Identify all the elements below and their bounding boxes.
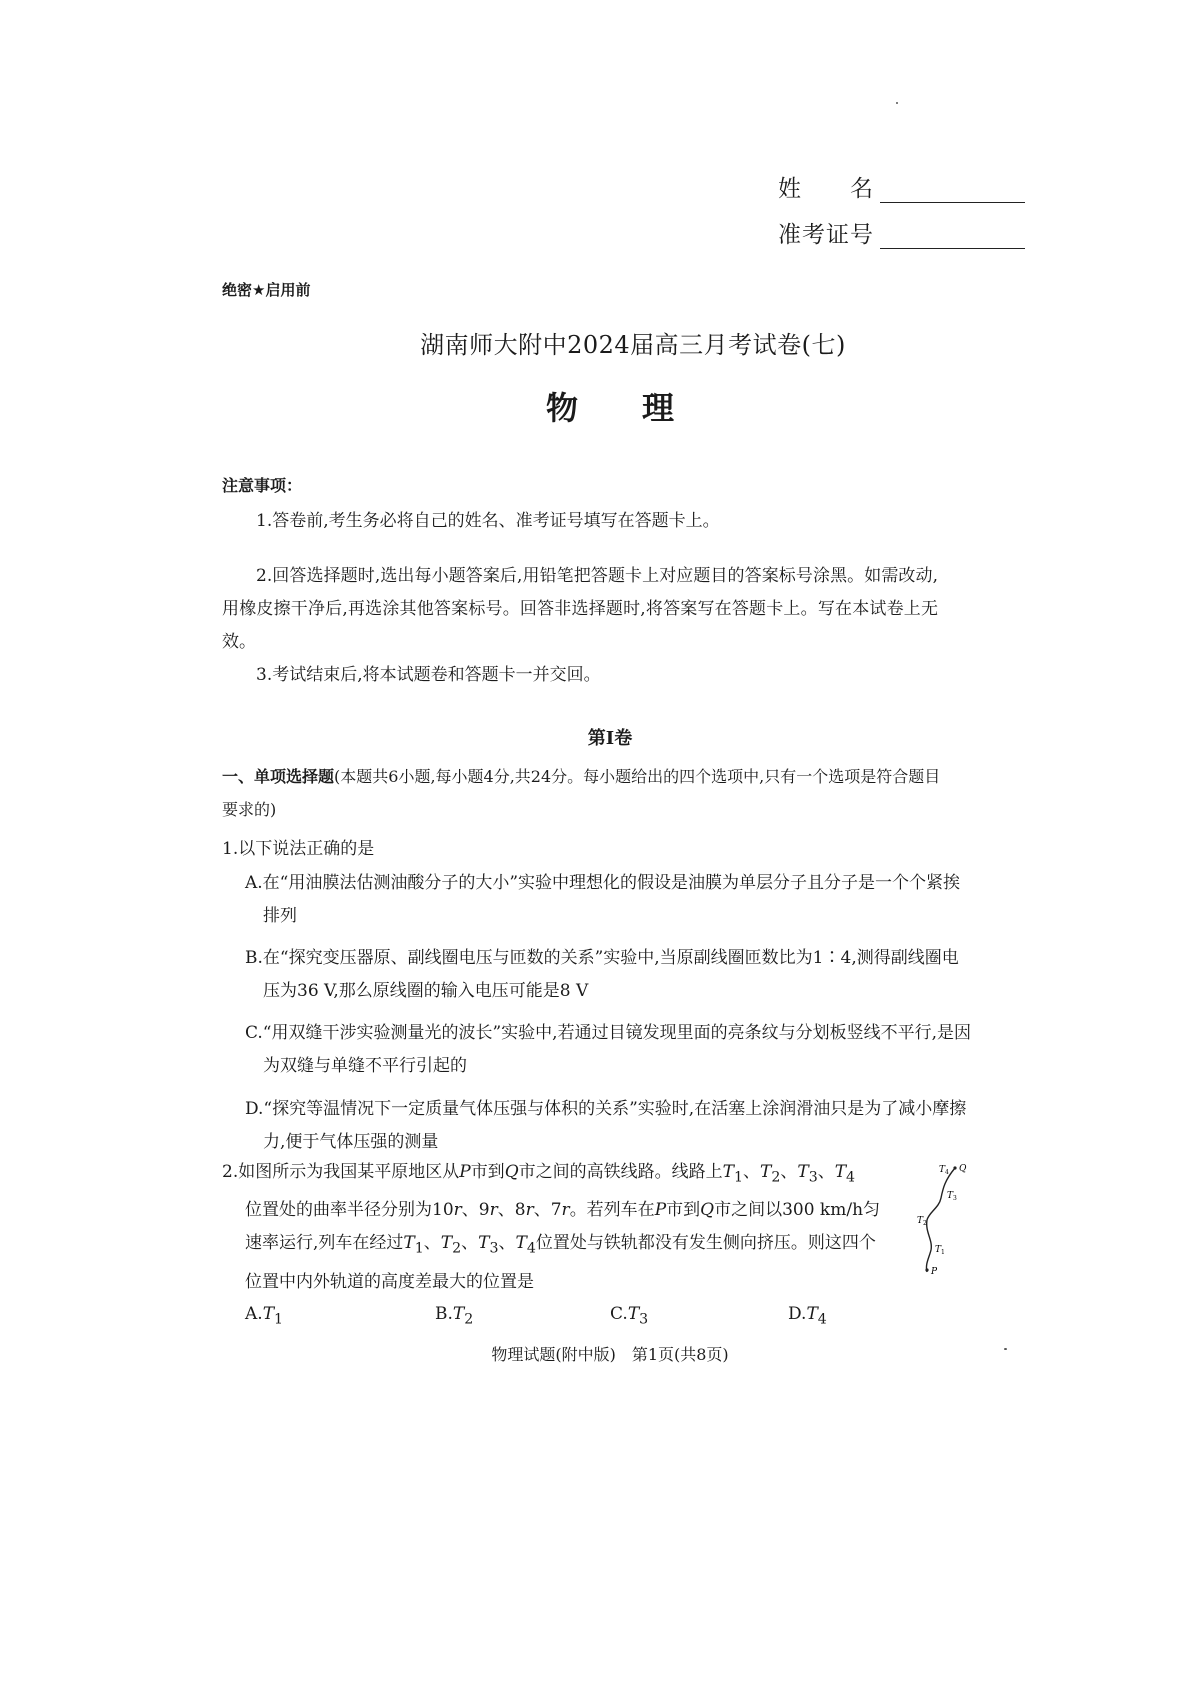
question-2-stem — [222, 1156, 902, 1299]
question-2-option-b: $B.T_2$ — [435, 1304, 474, 1328]
name-label: 姓 名 — [778, 176, 874, 202]
label-t1: T — [935, 1245, 942, 1255]
railway-curve — [926, 1168, 955, 1272]
mc-heading-label: 一、单项选择题 — [222, 767, 335, 786]
notice-item-3: 3.考试结束后,将本试题卷和答题卡一并交回。 — [256, 665, 601, 685]
railway-route-figure — [915, 1160, 975, 1280]
question-2-option-c: $C.T_3$ — [610, 1304, 649, 1328]
exam-id-field — [778, 216, 1025, 249]
scan-speck — [896, 102, 898, 104]
label-t3: T — [947, 1191, 954, 1201]
question-1-stem: 1.以下说法正确的是 — [222, 839, 375, 859]
question-1-option-d: D.“探究等温情况下一定质量气体压强与体积的关系”实验时,在活塞上涂润滑油只是为了减小摩擦力,便于气体压强的测量 — [245, 1099, 967, 1152]
secret-mark: 绝密★启用前 — [222, 281, 311, 299]
label-p: P — [931, 1267, 938, 1277]
name-blank — [880, 178, 1025, 203]
exam-id-blank — [880, 224, 1025, 249]
mc-heading — [222, 760, 942, 826]
question-1-option-c: C.“用双缝干涉实验测量光的波长”实验中,若通过目镜发现里面的亮条纹与分划板竖线不平行,是因为双缝与单缝不平行引起的 — [245, 1023, 971, 1076]
question-2-line-2: 位置处的曲率半径分别为10r、9r、8r、7r。若列车在P市到Q市之间以300 km/h匀 — [245, 1200, 881, 1221]
label-t2-sub: 2 — [923, 1220, 927, 1227]
label-t3-sub: 3 — [953, 1195, 957, 1202]
question-2-line-1: 2.如图所示为我国某平原地区从P市到Q市之间的高铁线路。线路上$T_1$、$T_2$、$T_3$、$T_4$ — [222, 1162, 856, 1186]
label-t1-sub: 1 — [941, 1249, 945, 1256]
question-2-option-d: $D.T_4$ — [788, 1304, 827, 1328]
question-1-option-b: B.在“探究变压器原、副线圈电压与匝数的关系”实验中,当原副线圈匝数比为1∶4,测得副线圈电压为36 V,那么原线圈的输入电压可能是8 V — [245, 948, 959, 1001]
question-1-option-a: A.在“用油膜法估测油酸分子的大小”实验中理想化的假设是油膜为单层分子且分子是一个个紧挨排列 — [245, 873, 961, 926]
mc-instructions: (本题共6小题,每小题4分,共24分。每小题给出的四个选项中,只有一个选项是符合题目要求的) — [222, 767, 941, 819]
label-t4: T — [939, 1165, 946, 1175]
label-t2: T — [917, 1216, 924, 1226]
label-q: Q — [959, 1164, 967, 1174]
exam-id-label: 准考证号 — [778, 222, 874, 248]
question-2-option-a: $A.T_1$ — [245, 1304, 284, 1328]
question-2-line-3: 速率运行,列车在经过$T_1$、$T_2$、$T_3$、$T_4$位置处与铁轨都没有发生侧向挤压。则这四个 — [245, 1233, 876, 1257]
page-footer: 物理试题(附中版) 第1页(共8页) — [491, 1345, 729, 1364]
label-t4-sub: 4 — [945, 1169, 949, 1176]
notice-item-2: 2.回答选择题时,选出每小题答案后,用铅笔把答题卡上对应题目的答案标号涂黑。如需改动,用橡皮擦干净后,再选涂其他答案标号。回答非选择题时,将答案写在答题卡上。写在本试卷上无效。 — [222, 566, 938, 652]
scan-speck — [1004, 1348, 1007, 1350]
notice-item-1: 1.答卷前,考生务必将自己的姓名、准考证号填写在答题卡上。 — [256, 511, 720, 531]
section-title: 第Ⅰ卷 — [587, 728, 633, 749]
point-p — [925, 1268, 928, 1271]
question-2-line-4: 位置中内外轨道的高度差最大的位置是 — [245, 1271, 534, 1292]
name-field — [778, 170, 1025, 203]
subject-title: 物 理 — [545, 389, 674, 427]
notice-heading: 注意事项： — [222, 476, 303, 495]
exam-title: 湖南师大附中2024届高三月考试卷(七) — [420, 331, 846, 359]
point-q — [953, 1166, 956, 1169]
